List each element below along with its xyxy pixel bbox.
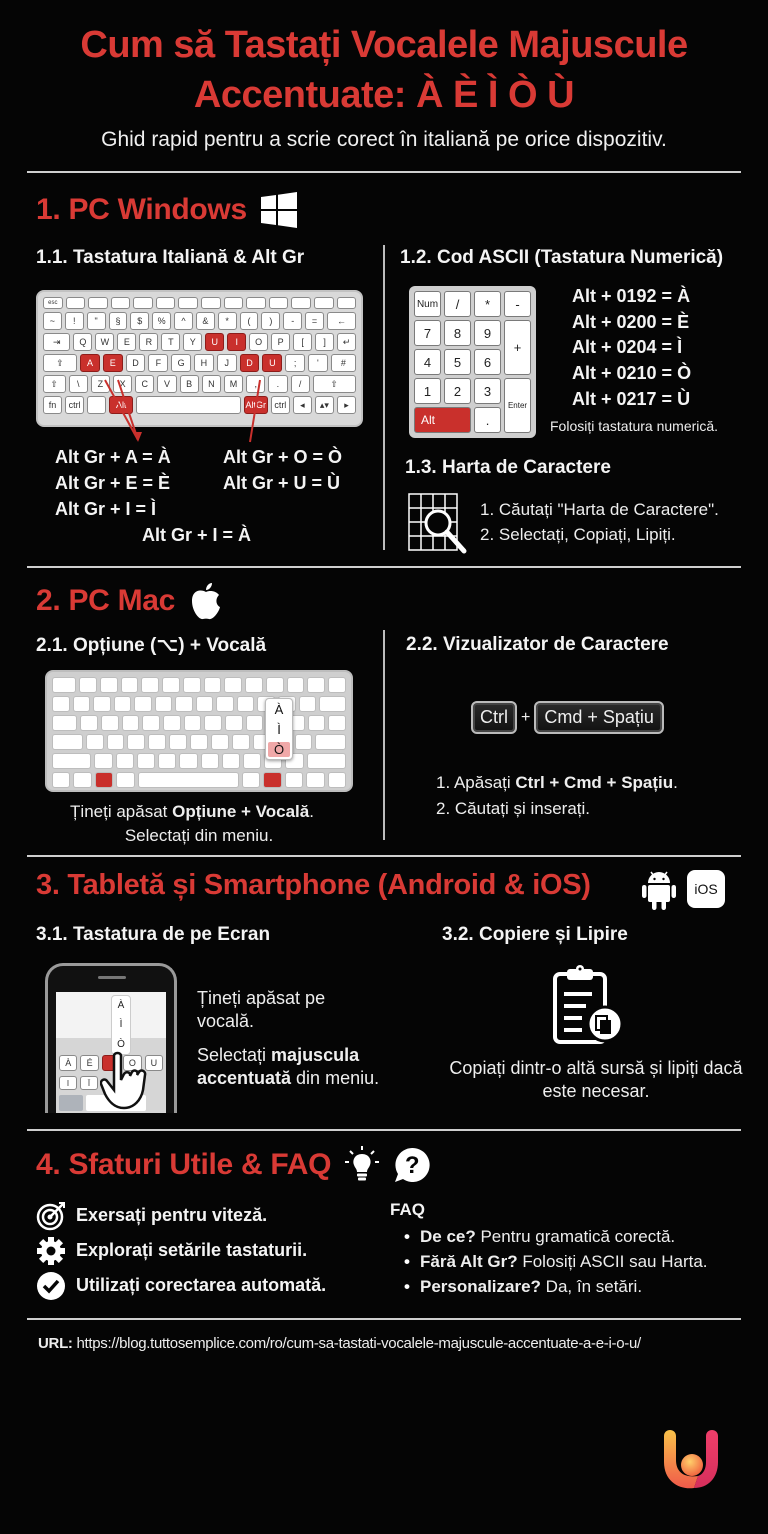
bold-text: Opțiune + Vocală — [172, 802, 310, 821]
keyboard-key: I — [227, 333, 246, 351]
faq-answer: Da, în setări. — [540, 1277, 643, 1296]
url-link[interactable]: https://blog.tuttosemplice.com/ro/cum-sa-tastati-vocalele-majuscule-accentuate-a-e-i-o-u/ — [72, 1335, 641, 1352]
keyboard-key — [232, 734, 250, 750]
keyboard-key — [190, 734, 208, 750]
keyboard-key — [179, 753, 197, 769]
divider — [27, 566, 741, 568]
arrows-icon — [90, 370, 290, 445]
keyboard-key: R — [139, 333, 158, 351]
text: 1. Apăsați — [436, 773, 516, 792]
ios-badge: iOS — [687, 870, 725, 908]
mac-keyboard-illustration — [45, 670, 353, 792]
keyboard-key: F — [148, 354, 168, 372]
keyboard-key — [127, 734, 145, 750]
keyboard-key: W — [95, 333, 114, 351]
text: Selectați — [197, 1045, 272, 1065]
keyboard-key: J — [217, 354, 237, 372]
numpad-note: Folosiți tastatura numerică. — [550, 418, 719, 434]
sub13-title: 1.3. Harta de Caractere — [405, 457, 611, 478]
keyboard-key — [95, 772, 113, 788]
keyboard-key: ⇧ — [43, 375, 66, 393]
target-icon — [36, 1201, 66, 1231]
keyboard-key — [52, 753, 91, 769]
key: À — [59, 1055, 77, 1071]
tip-item — [36, 1268, 326, 1303]
mobile-instruction-2 — [197, 1044, 397, 1090]
keyboard-key — [237, 696, 255, 712]
tip-item — [36, 1198, 326, 1233]
keyboard-key — [201, 297, 221, 309]
keyboard-key — [224, 677, 242, 693]
keyboard-key: Y — [183, 333, 202, 351]
numpad-alt-key: Alt — [414, 407, 471, 433]
keyboard-key — [52, 696, 70, 712]
keyboard-key — [295, 734, 313, 750]
keyboard-key — [100, 677, 118, 693]
clipboard-copy-icon — [552, 964, 624, 1044]
keyboard-key: ⇥ — [43, 333, 70, 351]
keyboard-key — [148, 734, 166, 750]
keyboard-key: C — [135, 375, 154, 393]
mac-instruction-line2: Selectați din meniu. — [124, 826, 274, 845]
keyboard-key — [134, 696, 152, 712]
keyboard-key — [163, 715, 181, 731]
keyboard-key — [308, 715, 326, 731]
keyboard-key: T — [161, 333, 180, 351]
section2-title: 2. PC Mac — [36, 584, 176, 617]
keyboard-key — [306, 772, 324, 788]
hand-pointer-icon — [100, 1050, 170, 1112]
gear-icon — [36, 1236, 66, 1266]
keyboard-key — [156, 297, 176, 309]
keyboard-key — [101, 715, 119, 731]
key: U — [145, 1055, 163, 1071]
popup-option: Ì — [119, 1019, 123, 1031]
lightbulb-icon — [345, 1146, 379, 1184]
sub31-title: 3.1. Tastatura de pe Ecran — [36, 924, 271, 945]
ascii-code: Alt + 0210 = Ò — [572, 363, 692, 383]
keyboard-key: AltGr — [244, 396, 268, 414]
keyboard-key — [211, 734, 229, 750]
keyboard-key — [116, 753, 134, 769]
keyboard-key — [138, 772, 239, 788]
keyboard-key: . — [268, 375, 287, 393]
keyboard-key — [246, 715, 264, 731]
keyboard-key: Q — [73, 333, 92, 351]
keyboard-key — [307, 677, 325, 693]
keyboard-key — [88, 297, 108, 309]
keyboard-key: V — [157, 375, 176, 393]
keyboard-key: E — [103, 354, 123, 372]
copy-paste-text: Copiați dintr-o altă sursă și lipiți dacă este necesar. — [449, 1058, 743, 1101]
charmap-step1: 1. Căutați "Harta de Caractere". — [480, 500, 719, 519]
ctrl-key: Ctrl — [471, 701, 517, 734]
section3-heading — [36, 869, 591, 902]
section4-title: 4. Sfaturi Utile & FAQ — [36, 1148, 332, 1181]
keyboard-key — [116, 772, 134, 788]
divider — [27, 1318, 741, 1320]
keyboard-key — [52, 772, 70, 788]
keyboard-key: ' — [308, 354, 328, 372]
keyboard-key — [222, 753, 240, 769]
key: O — [123, 1055, 141, 1071]
keyboard-key — [315, 734, 346, 750]
divider — [27, 855, 741, 857]
faq-question: Personalizare? — [420, 1277, 541, 1296]
keyboard-key — [328, 772, 346, 788]
keyboard-key — [66, 297, 86, 309]
numpad-key: Enter — [504, 378, 531, 433]
keyboard-key — [246, 297, 266, 309]
key: I — [59, 1076, 77, 1090]
combo-i: Alt Gr + I = Ì — [55, 499, 157, 519]
keyboard-key: Alt — [109, 396, 133, 414]
keyboard-key — [263, 772, 281, 788]
key — [59, 1095, 83, 1111]
faq-item — [392, 1224, 708, 1249]
keyboard-key — [175, 696, 193, 712]
keyboard-key — [204, 715, 222, 731]
keyboard-key — [93, 696, 111, 712]
keyboard-key: Z — [91, 375, 110, 393]
shortcut-keys — [471, 701, 664, 734]
keyboard-key: ⇪ — [43, 354, 77, 372]
keyboard-key: ▸ — [337, 396, 356, 414]
keyboard-key — [52, 715, 77, 731]
combo-o: Alt Gr + O = Ò — [223, 447, 343, 467]
numpad-key: / — [444, 291, 471, 317]
keyboard-key — [52, 734, 83, 750]
keyboard-key — [111, 297, 131, 309]
keyboard-key — [52, 677, 76, 693]
faq-title: FAQ — [390, 1200, 425, 1219]
keyboard-key: E — [117, 333, 136, 351]
popup-option: Ò — [117, 1038, 125, 1050]
url-label: URL: — [38, 1335, 73, 1352]
keyboard-key — [142, 715, 160, 731]
numpad-key: + — [504, 320, 531, 375]
numpad-key: 7 — [414, 320, 441, 346]
keyboard-key: M — [224, 375, 243, 393]
keyboard-key — [107, 734, 125, 750]
text: . — [673, 773, 678, 792]
keyboard-key — [137, 753, 155, 769]
keyboard-key: esc — [43, 297, 63, 309]
numpad-key: 8 — [444, 320, 471, 346]
numpad-key: . — [474, 407, 501, 433]
numpad-key: - — [504, 291, 531, 317]
keyboard-key — [299, 696, 317, 712]
ascii-code: Alt + 0200 = È — [572, 312, 690, 332]
section4-heading — [36, 1146, 431, 1184]
keyboard-key — [158, 753, 176, 769]
keyboard-key: O — [249, 333, 268, 351]
keyboard-key: ! — [65, 312, 84, 330]
keyboard-key — [337, 297, 357, 309]
keyboard-key: ) — [261, 312, 280, 330]
section3-title: 3. Tabletă și Smartphone (Android & iOS) — [36, 869, 591, 901]
bold-text: Ctrl + Cmd + Spațiu — [515, 773, 674, 792]
column-divider — [383, 245, 385, 550]
mac-instruction-line1 — [0, 802, 384, 822]
keyboard-key — [162, 677, 180, 693]
keyboard-key — [314, 297, 334, 309]
keyboard-key — [133, 297, 153, 309]
tip-text: Explorați setările tastaturii. — [76, 1240, 308, 1260]
question-bubble-icon — [393, 1146, 431, 1184]
text: din meniu. — [291, 1068, 380, 1088]
popup-option: Ì — [277, 721, 281, 737]
section2-heading — [36, 582, 223, 620]
keyboard-key: $ — [130, 312, 149, 330]
sub32-title: 3.2. Copiere și Lipire — [442, 924, 628, 945]
keyboard-key — [184, 715, 202, 731]
column-divider — [383, 630, 385, 840]
keyboard-key: / — [291, 375, 310, 393]
keyboard-key: fn — [43, 396, 62, 414]
keyboard-key — [73, 696, 91, 712]
popup-option: À — [274, 701, 284, 717]
keyboard-key: ◂ — [293, 396, 312, 414]
keyboard-key: N — [202, 375, 221, 393]
keyboard-key: ctrl — [65, 396, 84, 414]
keyboard-key — [141, 677, 159, 693]
cmd-space-key: Cmd + Spațiu — [534, 701, 664, 734]
popup-option: À — [117, 1000, 125, 1012]
keyboard-key: ] — [315, 333, 334, 351]
keyboard-key — [80, 715, 98, 731]
keyboard-key: ⇧ — [313, 375, 356, 393]
combo-e: Alt Gr + E = È — [55, 473, 171, 493]
keyboard-key: ctrl — [271, 396, 290, 414]
keyboard-key — [121, 677, 139, 693]
keyboard-key: # — [331, 354, 356, 372]
keyboard-key — [86, 734, 104, 750]
keyboard-key — [242, 772, 260, 788]
faq-answer: Pentru gramatică corectă. — [475, 1227, 676, 1246]
keyboard-key — [224, 297, 244, 309]
keyboard-key: ← — [327, 312, 356, 330]
sub11-title: 1.1. Tastatura Italiană & Alt Gr — [36, 247, 305, 268]
keyboard-key: D — [126, 354, 146, 372]
keyboard-key: A — [80, 354, 100, 372]
page-title-line2: Accentuate: À È Ì Ò Ù — [193, 74, 575, 116]
numpad-key: 6 — [474, 349, 501, 375]
plus-sign: + — [521, 708, 531, 726]
bold-text: majuscula accentuată — [197, 1045, 360, 1088]
faq-question: Fără Alt Gr? — [420, 1252, 518, 1271]
numpad-key: * — [474, 291, 501, 317]
numpad-key: 3 — [474, 378, 501, 404]
faq-item — [392, 1249, 708, 1274]
keyboard-row — [59, 1076, 98, 1090]
keyboard-key — [225, 715, 243, 731]
keyboard-key: § — [109, 312, 128, 330]
keyboard-key: * — [218, 312, 237, 330]
faq-list — [392, 1224, 708, 1299]
mobile-instruction-1: Țineți apăsat pe vocală. — [197, 988, 326, 1031]
keyboard-key: X — [113, 375, 132, 393]
text: . — [309, 802, 314, 821]
section1-title: 1. PC Windows — [36, 193, 247, 226]
keyboard-key — [94, 753, 112, 769]
keyboard-key: ▴▾ — [315, 396, 334, 414]
accent-popup-menu — [111, 995, 131, 1055]
numpad-key: 2 — [444, 378, 471, 404]
keyboard-key — [291, 297, 311, 309]
page-subtitle: Ghid rapid pentru a scrie corect în italiană pe orice dispozitiv. — [101, 128, 667, 151]
keyboard-key — [122, 715, 140, 731]
keyboard-key: U — [205, 333, 224, 351]
sub22-title: 2.2. Vizualizator de Caractere — [406, 634, 669, 655]
keyboard-key: D — [240, 354, 260, 372]
divider — [27, 171, 741, 173]
keyboard-key: B — [180, 375, 199, 393]
tips-list — [36, 1198, 326, 1303]
keyboard-key: U — [262, 354, 282, 372]
sub21-title: 2.1. Opțiune (⌥) + Vocală — [36, 635, 267, 656]
keyboard-key: ↵ — [337, 333, 356, 351]
faq-question: De ce? — [420, 1227, 476, 1246]
key: Ï — [80, 1076, 98, 1090]
check-circle-icon — [36, 1271, 66, 1301]
keyboard-key — [266, 677, 284, 693]
combo-u: Alt Gr + U = Ù — [223, 473, 341, 493]
section1-heading — [36, 192, 297, 228]
charmap-step2: 2. Selectați, Copiați, Lipiți. — [480, 525, 676, 544]
keyboard-key — [183, 677, 201, 693]
keyboard-key: ^ — [174, 312, 193, 330]
keyboard-key: , — [246, 375, 265, 393]
tip-text: Utilizați corectarea automată. — [76, 1275, 327, 1295]
viewer-step2: 2. Căutați și inserați. — [436, 799, 591, 818]
page-title-line1: Cum să Tastați Vocalele Majuscule — [80, 24, 688, 66]
keyboard-key — [79, 677, 97, 693]
keyboard-key — [269, 297, 289, 309]
keyboard-key — [169, 734, 187, 750]
footer-url — [38, 1335, 641, 1352]
tip-item — [36, 1233, 326, 1268]
ascii-code: Alt + 0217 = Ù — [572, 389, 691, 409]
numpad-key: Num — [414, 291, 441, 317]
apple-logo-icon — [189, 582, 223, 620]
combo-a: Alt Gr + A = À — [55, 447, 171, 467]
keyboard-key: & — [196, 312, 215, 330]
faq-answer: Folosiți ASCII sau Harta. — [517, 1252, 708, 1271]
faq-item — [392, 1274, 708, 1299]
numpad-key: 4 — [414, 349, 441, 375]
tuttosemplice-logo-icon — [650, 1420, 730, 1500]
keyboard-key — [245, 677, 263, 693]
tip-text: Exersați pentru viteză. — [76, 1205, 268, 1225]
numpad-illustration — [409, 286, 536, 438]
android-icon — [641, 869, 677, 911]
keyboard-key — [307, 753, 346, 769]
keyboard-key: \ — [69, 375, 88, 393]
sub12-title: 1.2. Cod ASCII (Tastatura Numerică) — [400, 247, 724, 268]
accent-popup-menu — [265, 698, 293, 760]
keyboard-key — [73, 772, 91, 788]
keyboard-key — [178, 297, 198, 309]
keyboard-key: [ — [293, 333, 312, 351]
keyboard-key: " — [87, 312, 106, 330]
keyboard-key — [287, 677, 305, 693]
keyboard-key — [196, 696, 214, 712]
keyboard-key — [155, 696, 173, 712]
phone-speaker — [98, 976, 126, 979]
keyboard-key — [285, 772, 303, 788]
ascii-code: Alt + 0192 = À — [572, 286, 691, 306]
keyboard-key: ; — [285, 354, 305, 372]
keyboard-key: = — [305, 312, 324, 330]
keyboard-key: - — [283, 312, 302, 330]
keyboard-key: H — [194, 354, 214, 372]
keyboard-key: ( — [240, 312, 259, 330]
key: É — [80, 1055, 98, 1071]
numpad-key: 5 — [444, 349, 471, 375]
keyboard-key: ~ — [43, 312, 62, 330]
text: Țineți apăsat — [70, 802, 173, 821]
combo-extra: Alt Gr + I = À — [142, 525, 252, 545]
keyboard-key — [114, 696, 132, 712]
numpad-key: 9 — [474, 320, 501, 346]
svg-text:?: ? — [404, 1152, 420, 1179]
viewer-step1 — [436, 771, 678, 794]
keyboard-key — [243, 753, 261, 769]
keyboard-key — [204, 677, 222, 693]
keyboard-key — [319, 696, 346, 712]
numpad-key: 1 — [414, 378, 441, 404]
keyboard-key — [328, 715, 346, 731]
divider — [27, 1129, 741, 1131]
keyboard-key: P — [271, 333, 290, 351]
keyboard-key — [328, 677, 346, 693]
keyboard-key — [201, 753, 219, 769]
keyboard-key — [216, 696, 234, 712]
ascii-code: Alt + 0204 = Ì — [572, 337, 683, 357]
windows-logo-icon — [261, 192, 297, 228]
keyboard-key: G — [171, 354, 191, 372]
keyboard-key: % — [152, 312, 171, 330]
character-map-icon — [408, 493, 472, 555]
popup-option-selected: Ò — [268, 742, 290, 757]
